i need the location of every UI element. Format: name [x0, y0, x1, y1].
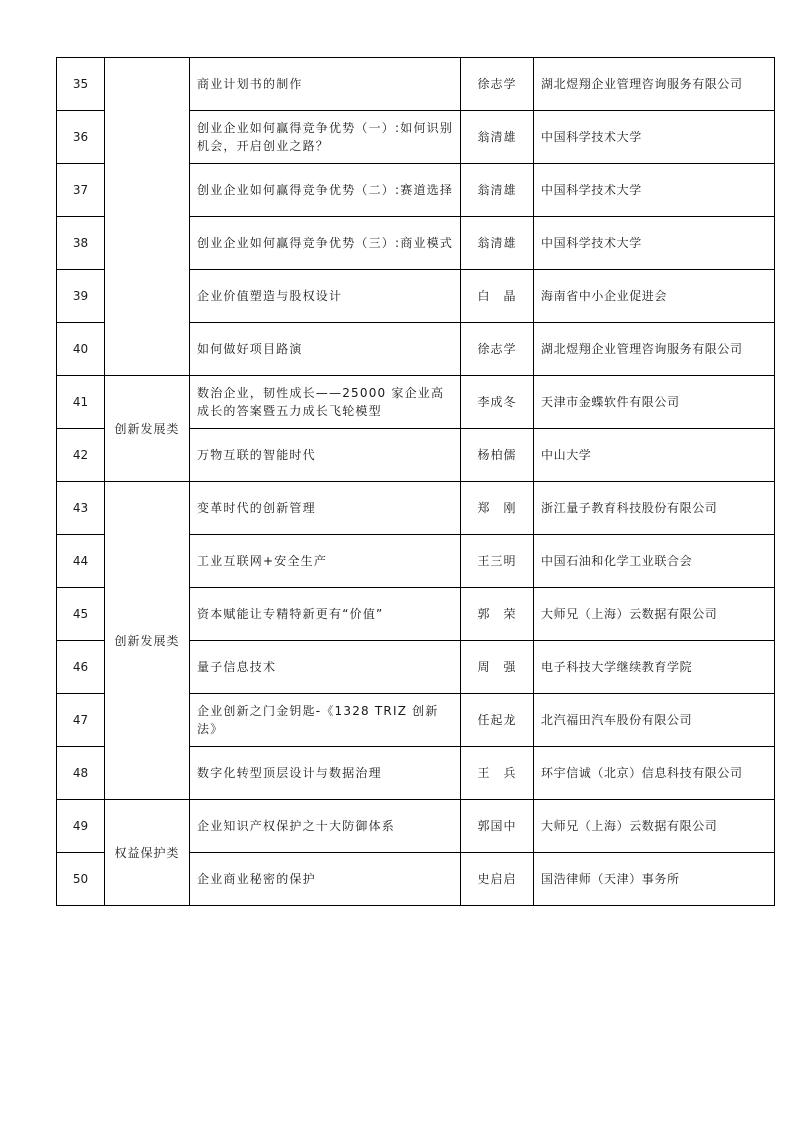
row-number: 48 [57, 747, 105, 800]
course-title: 企业知识产权保护之十大防御体系 [190, 800, 461, 853]
row-number: 38 [57, 217, 105, 270]
course-title: 创业企业如何赢得竞争优势（三）:商业模式 [190, 217, 461, 270]
row-number: 40 [57, 323, 105, 376]
row-number: 47 [57, 694, 105, 747]
organization: 环宇信诚（北京）信息科技有限公司 [534, 747, 775, 800]
lecturer: 翁清雄 [461, 217, 534, 270]
row-number: 42 [57, 429, 105, 482]
course-title: 企业价值塑造与股权设计 [190, 270, 461, 323]
lecturer: 徐志学 [461, 323, 534, 376]
lecturer: 郭 荣 [461, 588, 534, 641]
organization: 湖北煜翔企业管理咨询服务有限公司 [534, 323, 775, 376]
lecturer: 翁清雄 [461, 111, 534, 164]
row-number: 37 [57, 164, 105, 217]
course-title: 企业商业秘密的保护 [190, 853, 461, 906]
table-row [57, 482, 775, 535]
organization: 中国科学技术大学 [534, 164, 775, 217]
course-title: 工业互联网+安全生产 [190, 535, 461, 588]
lecturer: 郭国中 [461, 800, 534, 853]
organization: 大师兄（上海）云数据有限公司 [534, 800, 775, 853]
course-title: 如何做好项目路演 [190, 323, 461, 376]
organization: 中国石油和化学工业联合会 [534, 535, 775, 588]
row-number: 35 [57, 58, 105, 111]
row-number: 41 [57, 376, 105, 429]
course-title: 创业企业如何赢得竞争优势（一）:如何识别机会，开启创业之路？ [190, 111, 461, 164]
organization: 天津市金蝶软件有限公司 [534, 376, 775, 429]
category-cell: 创新发展类 [105, 376, 190, 482]
lecturer: 周 强 [461, 641, 534, 694]
category-cell: 创新发展类 [105, 482, 190, 800]
course-title: 创业企业如何赢得竞争优势（二）:赛道选择 [190, 164, 461, 217]
row-number: 39 [57, 270, 105, 323]
course-title: 数治企业，韧性成长——25000 家企业高成长的答案暨五力成长飞轮模型 [190, 376, 461, 429]
organization: 中山大学 [534, 429, 775, 482]
lecturer: 翁清雄 [461, 164, 534, 217]
course-title: 量子信息技术 [190, 641, 461, 694]
category-cell: 权益保护类 [105, 800, 190, 906]
organization: 浙江量子教育科技股份有限公司 [534, 482, 775, 535]
organization: 电子科技大学继续教育学院 [534, 641, 775, 694]
organization: 湖北煜翔企业管理咨询服务有限公司 [534, 58, 775, 111]
table-row [57, 58, 775, 111]
organization: 国浩律师（天津）事务所 [534, 853, 775, 906]
row-number: 43 [57, 482, 105, 535]
course-title: 万物互联的智能时代 [190, 429, 461, 482]
lecturer: 徐志学 [461, 58, 534, 111]
table-row [57, 376, 775, 429]
lecturer: 郑 刚 [461, 482, 534, 535]
category-cell [105, 58, 190, 376]
row-number: 36 [57, 111, 105, 164]
row-number: 44 [57, 535, 105, 588]
row-number: 49 [57, 800, 105, 853]
lecturer: 白 晶 [461, 270, 534, 323]
lecturer: 王三明 [461, 535, 534, 588]
organization: 北汽福田汽车股份有限公司 [534, 694, 775, 747]
table-row [57, 800, 775, 853]
course-title: 企业创新之门金钥匙-《1328 TRIZ 创新法》 [190, 694, 461, 747]
course-title: 资本赋能让专精特新更有“价值” [190, 588, 461, 641]
lecturer: 李成冬 [461, 376, 534, 429]
course-title: 数字化转型顶层设计与数据治理 [190, 747, 461, 800]
row-number: 46 [57, 641, 105, 694]
organization: 中国科学技术大学 [534, 217, 775, 270]
row-number: 45 [57, 588, 105, 641]
course-title: 商业计划书的制作 [190, 58, 461, 111]
course-title: 变革时代的创新管理 [190, 482, 461, 535]
organization: 中国科学技术大学 [534, 111, 775, 164]
lecturer: 史启启 [461, 853, 534, 906]
organization: 海南省中小企业促进会 [534, 270, 775, 323]
lecturer: 王 兵 [461, 747, 534, 800]
lecturer: 任起龙 [461, 694, 534, 747]
lecturer: 杨柏儒 [461, 429, 534, 482]
course-table [56, 57, 775, 906]
row-number: 50 [57, 853, 105, 906]
organization: 大师兄（上海）云数据有限公司 [534, 588, 775, 641]
